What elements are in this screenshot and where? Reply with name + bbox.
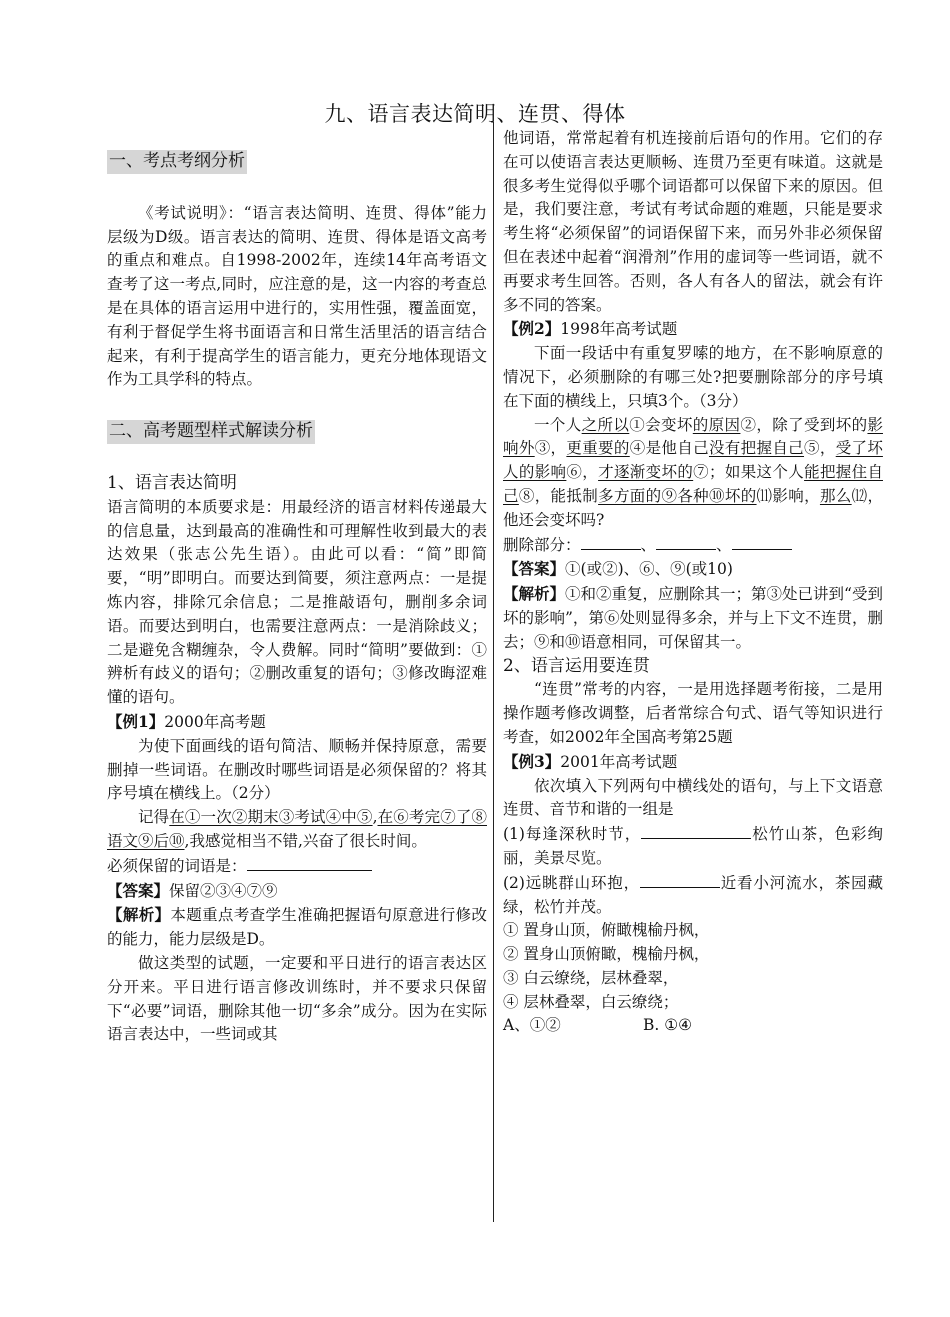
underlined-phrase: 的原因 <box>692 415 741 434</box>
sentence-text: (1)每逢深秋时节， <box>503 825 642 844</box>
example-1-sentence <box>107 806 487 854</box>
example-2-title: 1998年高考试题 <box>560 320 678 339</box>
option-3: ③ 白云缭绕，层林叠翠， <box>503 968 679 987</box>
choice-a: A、①② <box>503 1016 561 1035</box>
example-2-passage <box>503 414 883 533</box>
underlined-phrase: 多方面的⑨各种⑩坏的 <box>598 486 757 505</box>
example-2-question: 下面一段话中有重复罗嗦的地方，在不影响原意的情况下，必须删除的有哪三处?把要删除部分的序号填在下面的横线上，只填3个。（3分） <box>503 344 883 410</box>
passage-text: ③， <box>534 439 567 458</box>
explanation-text: ①和②重复，应删除其一；第③处已讲到“受到坏的影响”，第⑥处则显得多余，并与上下文不连贯，删去；⑨和⑩语意相同，可保留其一。 <box>503 585 883 651</box>
example-1-explanation <box>107 903 487 952</box>
fill-blank-2[interactable] <box>640 871 720 888</box>
passage-text: ⑧，能抵制 <box>518 486 599 505</box>
example-3-sentence-2 <box>503 871 883 920</box>
section-heading-1: 一、考点考纲分析 <box>107 150 247 174</box>
passage-text: 一个人 <box>534 415 582 434</box>
fill-blank-1[interactable] <box>641 822 751 839</box>
underlined-phrase: 没有把握自己 <box>708 439 805 458</box>
sentence-text: 记得 <box>138 808 170 827</box>
sentence-text: 松竹山茶，色彩绚丽，美景尽览。 <box>503 825 883 867</box>
concise-paragraph: 语言简明的本质要求是：用最经济的语言材料传递最大的信息量，达到最高的准确性和可理解性收到最大的表达效果（张志公先生语）。由此可以看：“简”即简要，“明”即明白。而要达到简要，须注意两点：一是提炼内容，排除冗余信息；二是推敲语句，删削多余词语。而要达到明白，也需要注意两点：一是消除歧义；二是避免含糊缠杂，令人费解。同时“简明”要做到：①辨析有歧义的语句；②删改重复的语句；③修改晦涩难懂的语句。 <box>107 497 487 707</box>
example-1-answer <box>107 879 487 904</box>
example-3-question: 依次填入下列两句中横线处的语句，与上下文语意连贯、音节和谐的一组是 <box>503 776 883 819</box>
example-1-header <box>107 710 487 735</box>
section-heading-2: 二、高考题型样式解读分析 <box>107 420 315 444</box>
discussion-paragraph: 做这类型的试题，一定要和平日进行的语言表达区分开来。平日进行语言修改训练时，并不要求只保留下“必要”词语，删除其他一切“多余”成分。因为在实际语言表达中，一些词或其 <box>107 953 487 1044</box>
underlined-phrase: 才逐渐变坏的 <box>598 463 694 482</box>
underlined-phrase: 能把握住自己 <box>503 463 883 505</box>
option-2: ② 置身山顶俯瞰，槐榆丹枫， <box>503 945 710 964</box>
page-title: 九、语言表达简明、连贯、得体 <box>324 102 626 126</box>
answer-tag: 【答案】 <box>107 880 170 900</box>
answer-blank-2[interactable] <box>656 533 716 550</box>
delete-label: 删除部分： <box>503 535 581 554</box>
sentence-text: 近看小河流水，茶园藏绿，松竹并茂。 <box>503 873 883 916</box>
option-1: ① 置身山顶，俯瞰槐榆丹枫， <box>503 921 710 940</box>
choice-b: B. ①④ <box>643 1016 693 1035</box>
delete-line <box>503 533 883 558</box>
underlined-phrase: 在①一次②期末③考试④中⑤ <box>169 808 373 827</box>
underlined-phrase: 之所以 <box>581 415 630 434</box>
answer-blank-1[interactable] <box>581 533 641 550</box>
example-3-sentence-1 <box>503 822 883 871</box>
answer-tag: 【答案】 <box>503 559 566 579</box>
example-2-header <box>503 317 883 342</box>
underlined-phrase: 影响外 <box>503 415 883 458</box>
keep-label: 必须保留的词语是： <box>107 856 247 875</box>
sentence-text: , <box>372 808 378 827</box>
passage-text: ②，除了受到坏的 <box>740 415 868 434</box>
underlined-phrase: 受了坏人的影响 <box>503 439 883 482</box>
answer-blank-3[interactable] <box>732 533 792 550</box>
example-2-tag: 【例2】 <box>503 319 561 339</box>
subheading-concise: 1、语言表达简明 <box>107 472 237 493</box>
exam-outline-paragraph: 《考试说明》：“语言表达简明、连贯、得体”能力层级为D级。语言表达的简明、连贯、得体是语文高考的重点和难点。自1998-2002年，连续14年高考语文查考了这一考点,同时，应注意的是，这一内容的考查总是在具体的语言运用中进行的，实用性强，覆盖面宽，有利于督促学生将书面语言和日常生活里活的语言结合起来，有利于提高学生的语言能力，更充分地体现语文作为工具学科的特点。 <box>107 203 487 389</box>
explanation-text: 本题重点考查学生准确把握语句原意进行修改的能力，能力层级是D。 <box>107 906 487 949</box>
underlined-phrase: 在⑥考完⑦了⑧语文⑨后⑩ <box>107 808 487 850</box>
passage-text: ⑿，他还会变坏吗? <box>503 486 883 529</box>
passage-text: ④是他自己 <box>629 439 709 458</box>
answer-text: 保留②③④⑦⑨ <box>169 881 278 900</box>
sentence-text: (2)远眺群山环抱， <box>503 873 640 892</box>
example-1-title: 2000年高考题 <box>164 712 266 731</box>
example-2-explanation <box>503 582 883 654</box>
right-column <box>503 127 883 1038</box>
explanation-tag: 【解析】 <box>107 905 171 925</box>
answer-blank[interactable] <box>247 854 372 871</box>
example-1-tag: 【例1】 <box>107 711 165 731</box>
underlined-phrase: 那么 <box>819 486 852 505</box>
coherent-paragraph: “连贯”常考的内容，一是用选择题考衔接，二是用操作题考修改调整，后者常综合句式、语气等知识进行考查，如2002年全国高考第25题 <box>503 680 883 746</box>
underlined-phrase: 更重要的 <box>566 439 630 458</box>
answer-text: ①(或②)、⑥、⑨(或10) <box>565 560 733 579</box>
explanation-tag: 【解析】 <box>503 584 566 604</box>
separator: 、 <box>640 535 657 554</box>
example-2-answer <box>503 557 883 582</box>
example-1-question: 为使下面画线的语句简洁、顺畅并保持原意，需要删掉一些词语。在删改时哪些词语是必须保留的？将其序号填在横线上。（2分） <box>107 736 487 803</box>
passage-text: ⑦；如果这个人 <box>693 463 805 482</box>
example-1-keep-line <box>107 854 487 879</box>
option-4: ④ 层林叠翠，白云缭绕； <box>503 992 679 1011</box>
column-divider <box>493 122 494 1222</box>
passage-text: ⑥， <box>566 463 599 482</box>
left-column <box>107 150 487 1047</box>
passage-text: ⑤， <box>804 439 836 458</box>
sentence-text: ,我感觉相当不错,兴奋了很长时间。 <box>184 831 427 850</box>
example-3-header <box>503 750 883 775</box>
passage-text: ①会变坏 <box>629 415 693 434</box>
subheading-coherent: 2、语言运用要连贯 <box>503 655 650 676</box>
choices-line <box>503 1014 883 1038</box>
continued-paragraph: 他词语，常常起着有机连接前后语句的作用。它们的存在可以使语言表达更顺畅、连贯乃至更有味道。这就是很多考生觉得似乎哪个词语都可以保留下来的原因。但是，我们要注意，考试有考试命题的难题，只能是要求考生将“必须保留”的词语保留下来，而另外非必须保留但在表述中起着“润滑剂”作用的虚词等一些词语，就不再要求考生回答。否则，各人有各人的留法，就会有许多不同的答案。 <box>503 129 883 314</box>
passage-text: ⑾影响， <box>756 486 820 505</box>
example-3-tag: 【例3】 <box>503 751 561 771</box>
separator: 、 <box>716 535 732 554</box>
example-3-title: 2001年高考试题 <box>560 752 678 771</box>
